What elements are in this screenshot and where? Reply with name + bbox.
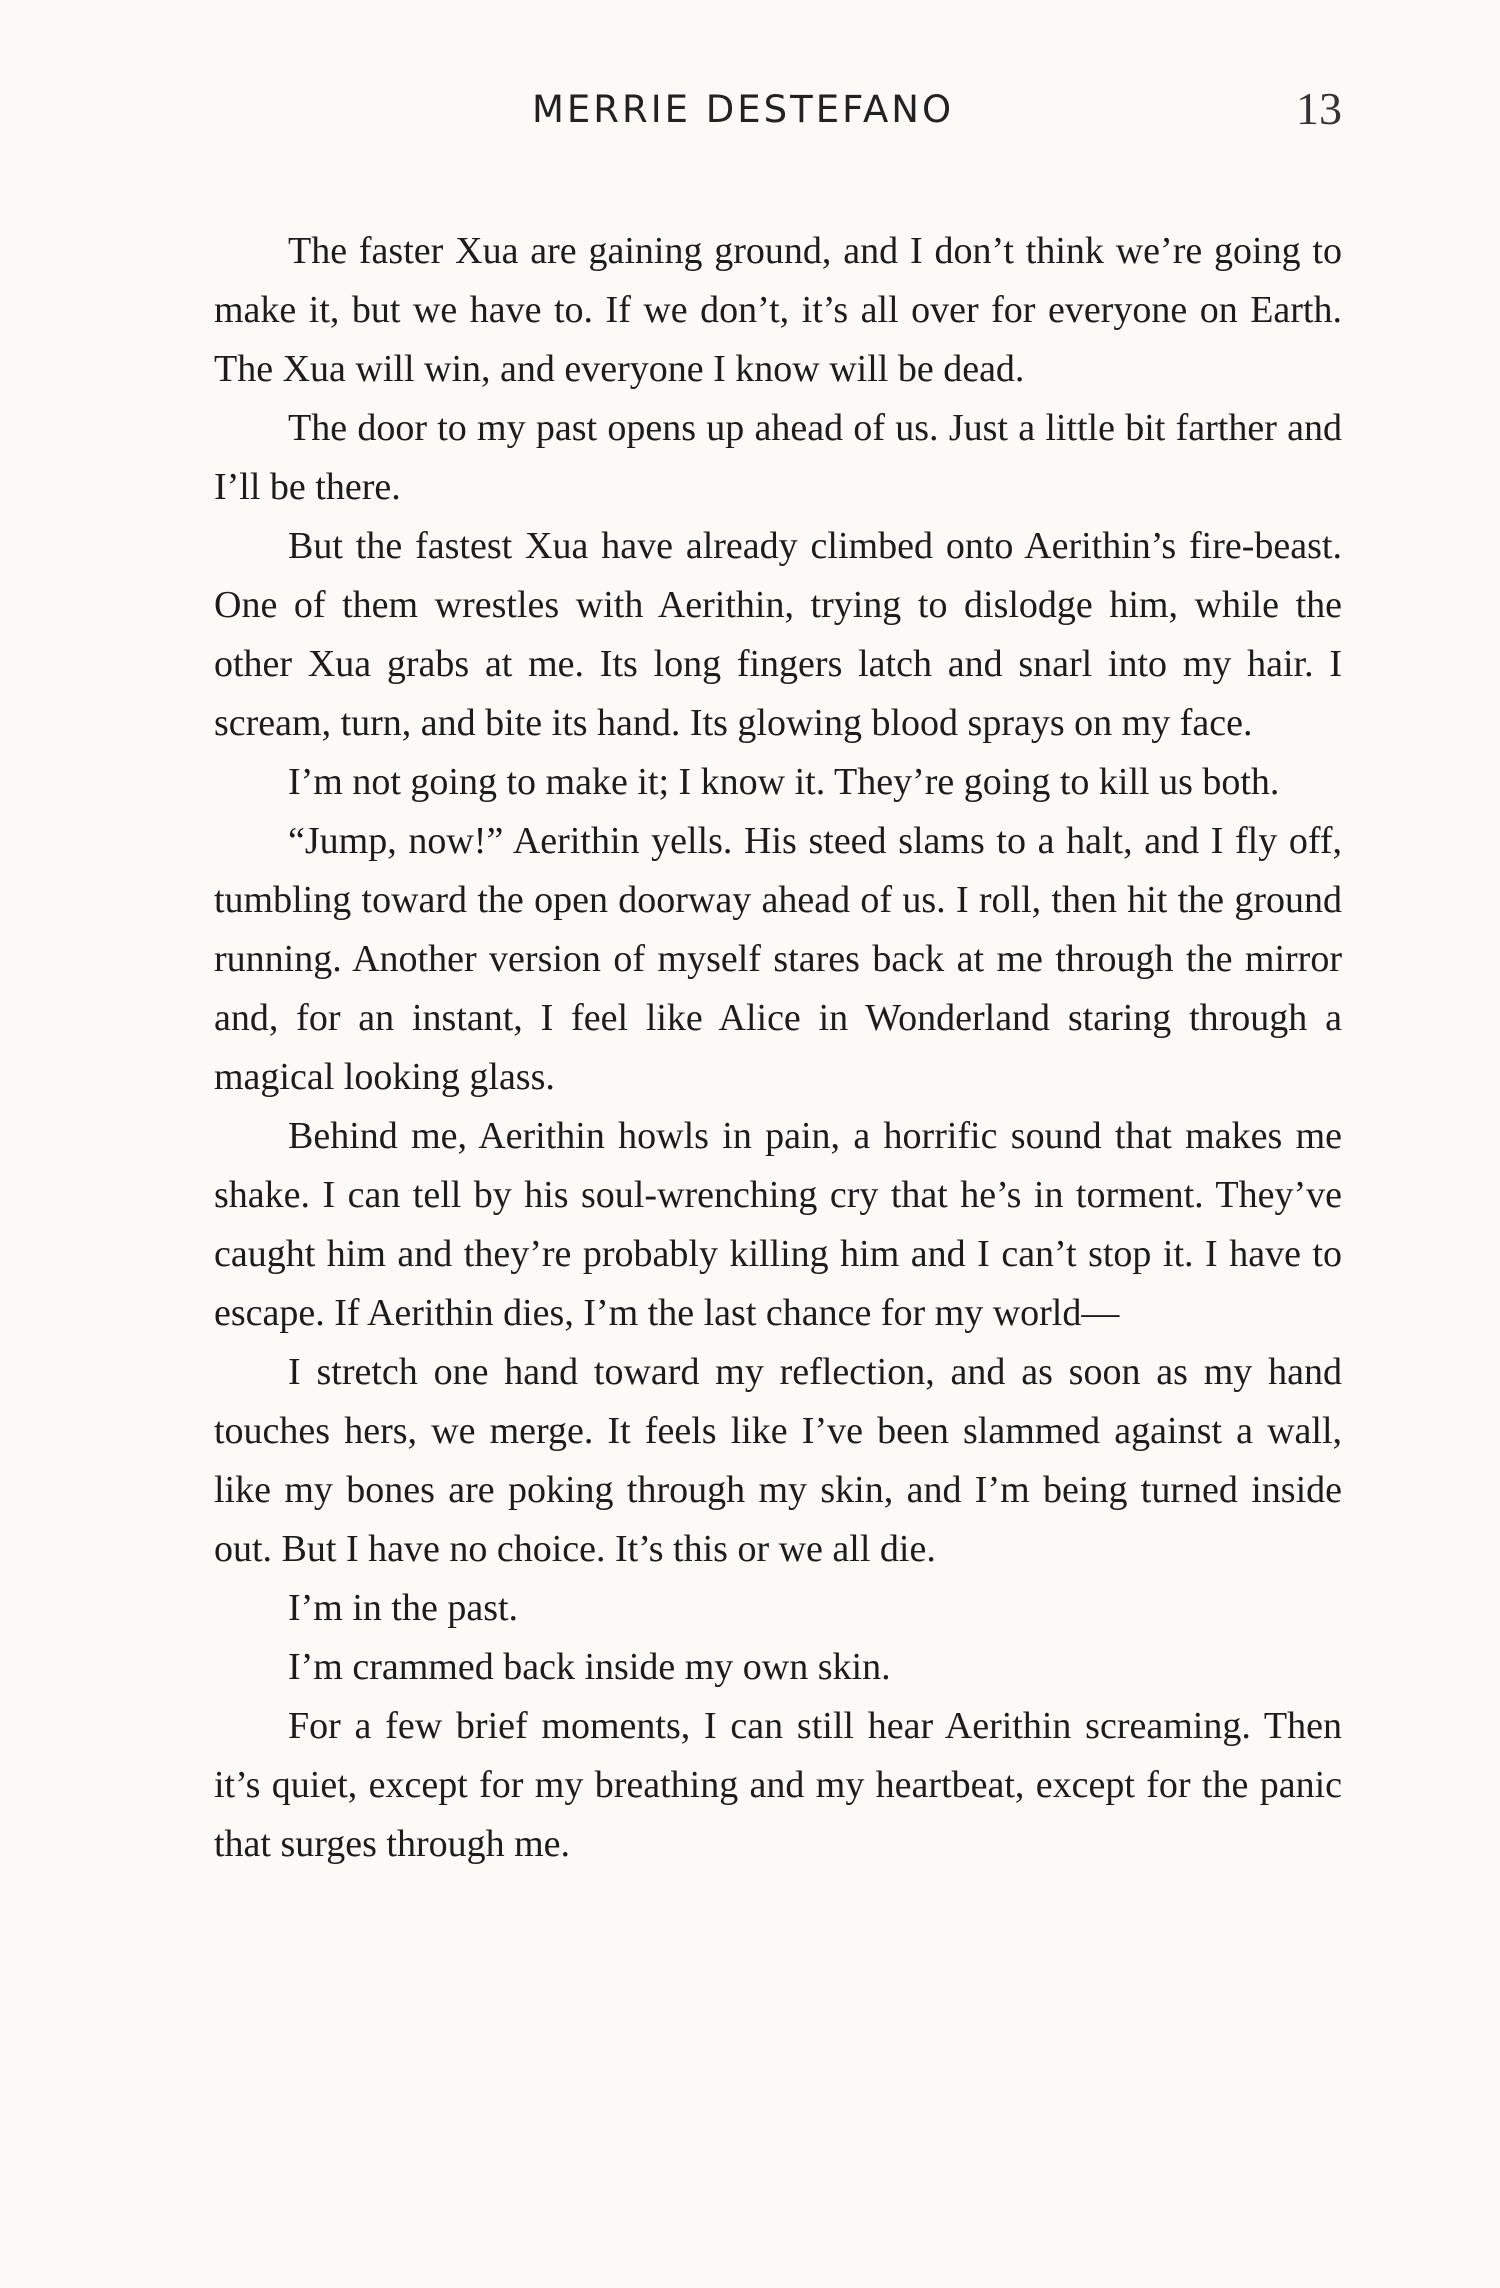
paragraph: “Jump, now!” Aerithin yells. His steed slams to a halt, and I fly off, tumbling toward the open doorway ahead of us. I roll, then hit the ground running. Another version of myself stares back at me through the mirror and, for an instant, I feel like Alice in Wonderland staring through a magical looking glass. bbox=[214, 820, 1342, 1098]
paragraph: For a few brief moments, I can still hear Aerithin screaming. Then it’s quiet, except for my breathing and my heartbeat, except for the panic that surges through me. bbox=[214, 1705, 1342, 1865]
paragraph: But the fastest Xua have already climbed onto Aerithin’s fire-beast. One of them wrestles with Aerithin, trying to dislodge him, while the other Xua grabs at me. Its long fingers latch and snarl into my hair. I scream, turn, and bite its hand. Its glowing blood sprays on my face. bbox=[214, 525, 1342, 744]
paragraph: The door to my past opens up ahead of us. Just a little bit farther and I’ll be there. bbox=[214, 407, 1342, 508]
page-number: 13 bbox=[1296, 83, 1342, 134]
paragraph: I’m crammed back inside my own skin. bbox=[288, 1646, 891, 1688]
paragraph: The faster Xua are gaining ground, and I don’t think we’re going to make it, but we have to. If we don’t, it’s all over for everyone on Earth. The Xua will win, and everyone I know will be dead. bbox=[214, 230, 1342, 390]
paragraph: I’m in the past. bbox=[288, 1587, 519, 1629]
body-text bbox=[214, 222, 1342, 1874]
paragraph: I stretch one hand toward my reflection, and as soon as my hand touches hers, we merge. It feels like I’ve been slammed against a wall, like my bones are poking through my skin, and I’m being turned inside out. But I have no choice. It’s this or we all die. bbox=[214, 1351, 1342, 1570]
paragraph: I’m not going to make it; I know it. They’re going to kill us both. bbox=[288, 761, 1280, 803]
paragraph: Behind me, Aerithin howls in pain, a horrific sound that makes me shake. I can tell by his soul-wrenching cry that he’s in torment. They’ve caught him and they’re probably killing him and I can’t stop it. I have to escape. If Aerithin dies, I’m the last chance for my world— bbox=[214, 1115, 1342, 1334]
running-head-author: MERRIE DESTEFANO bbox=[532, 88, 955, 131]
running-head bbox=[212, 83, 1342, 148]
